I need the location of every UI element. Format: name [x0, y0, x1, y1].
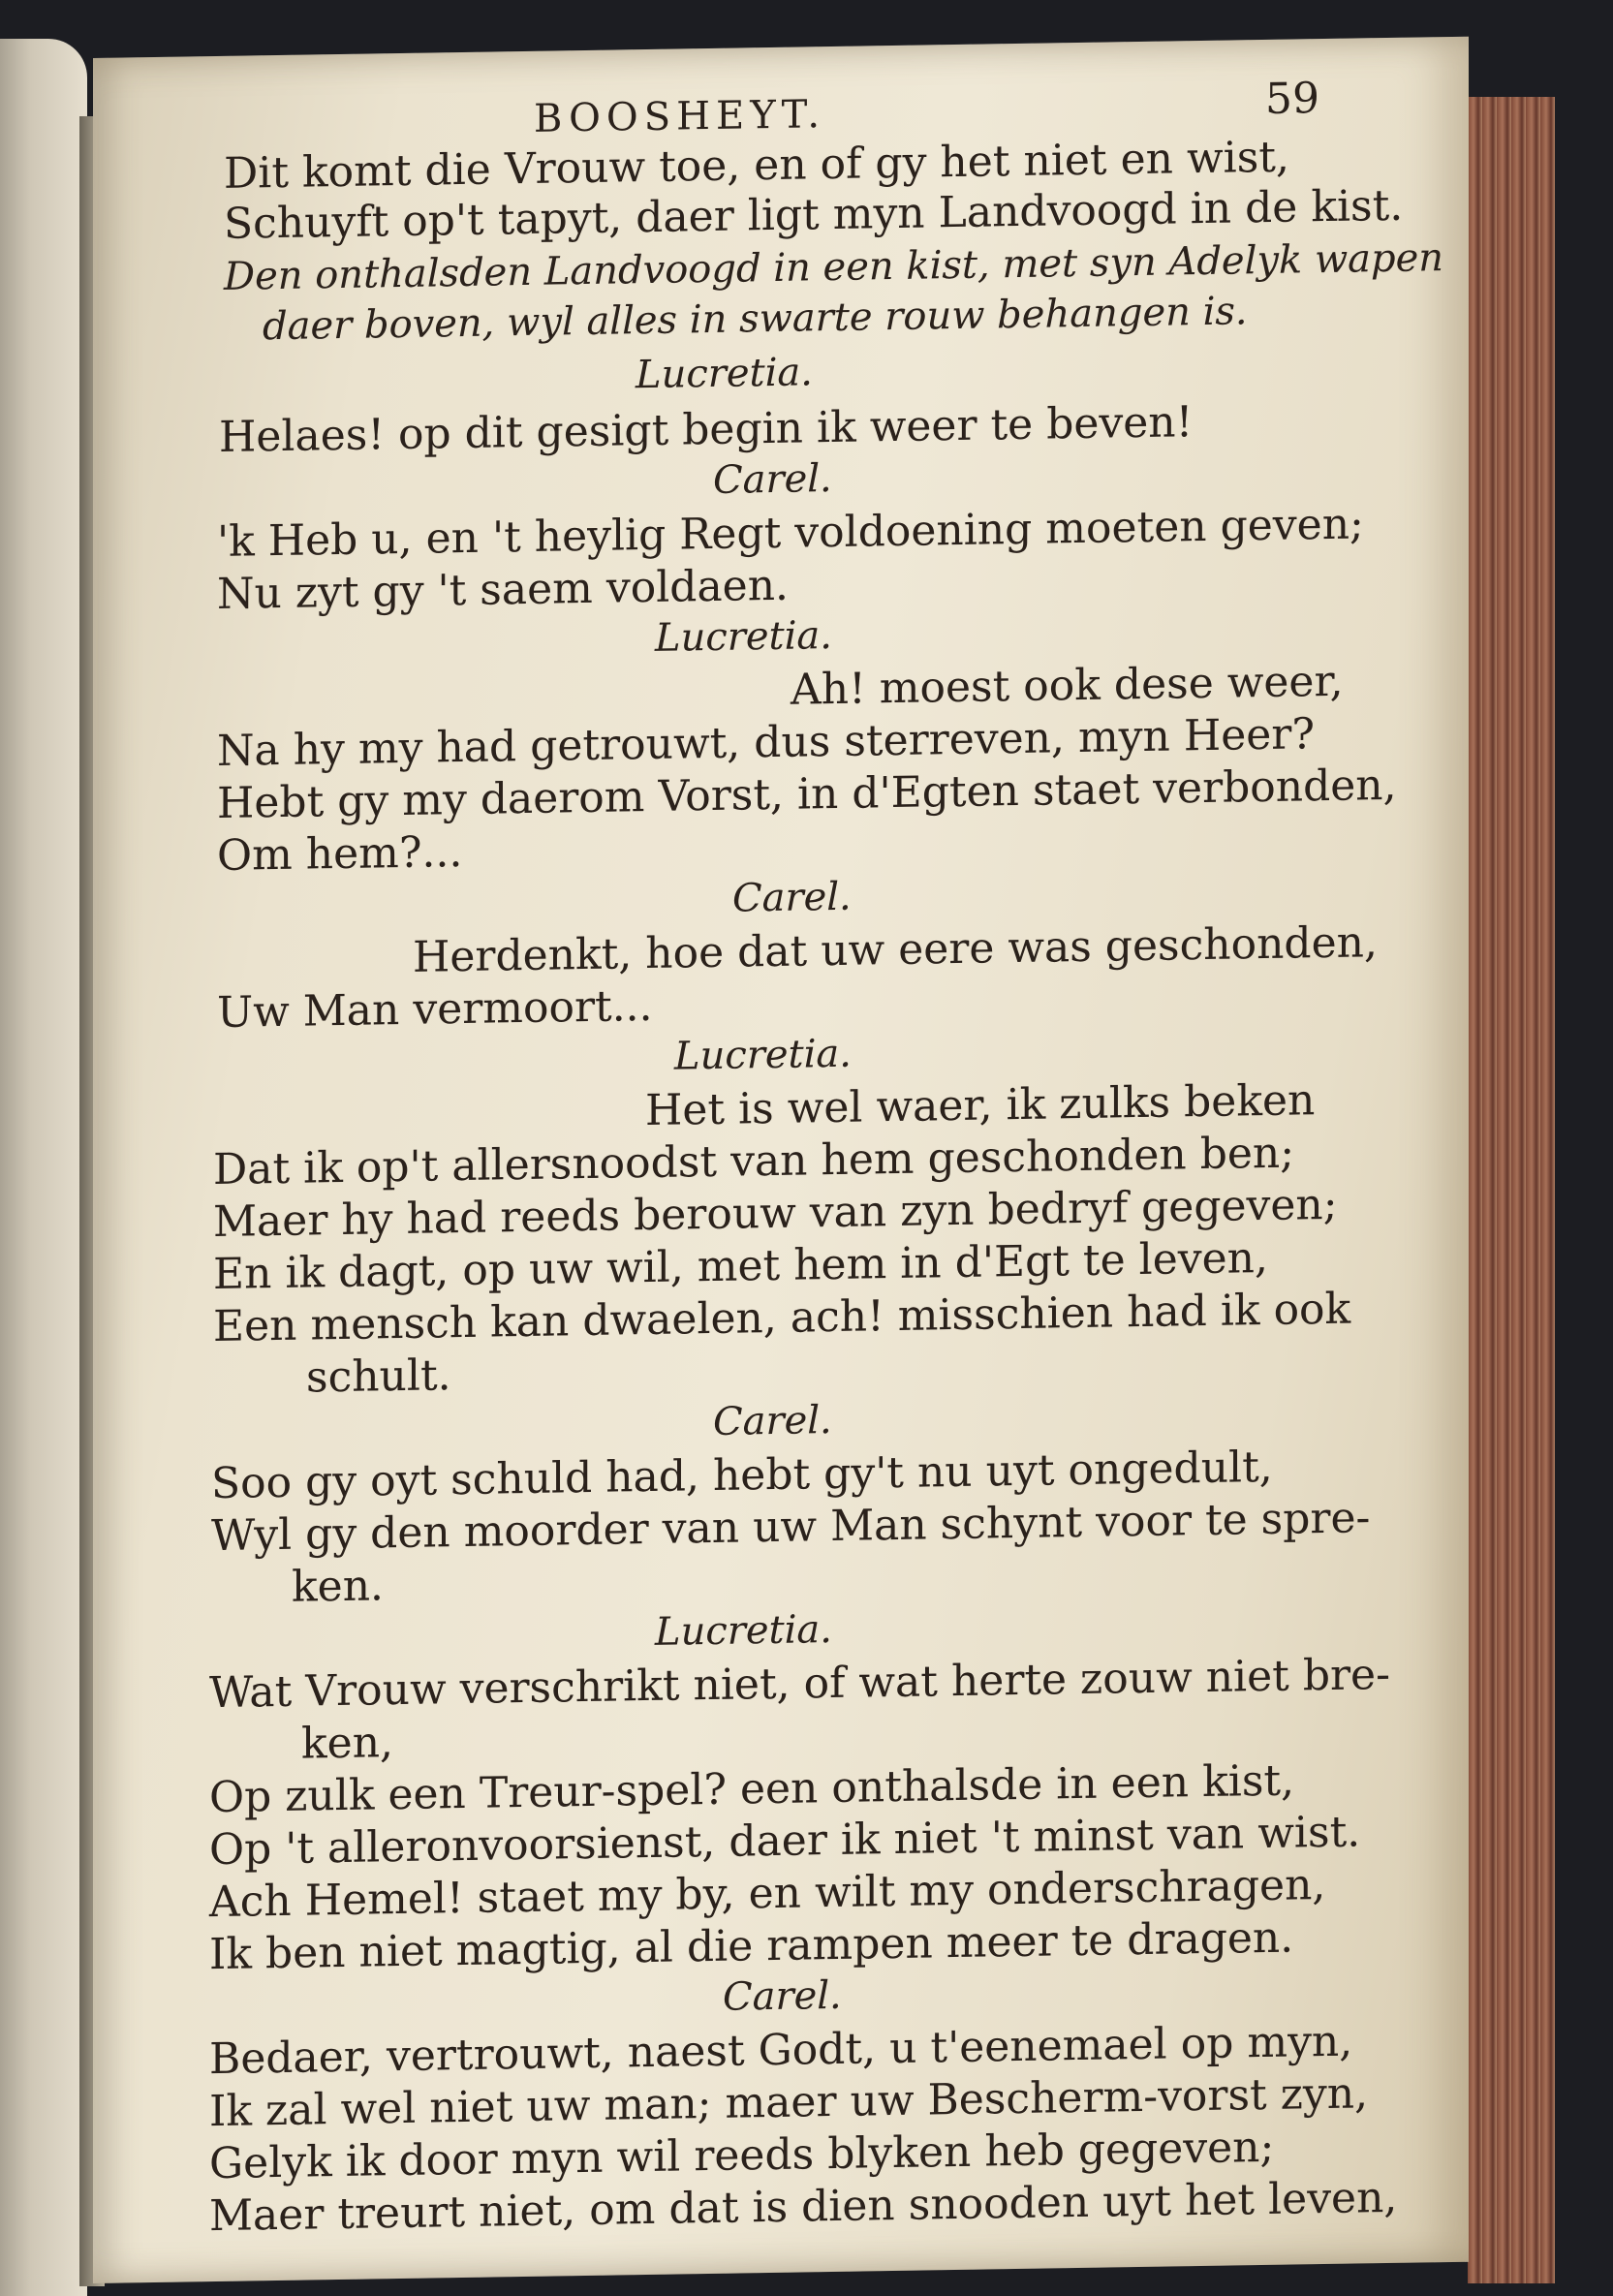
stage-direction: daer boven, wyl alles in swarte rouw behangen is. [263, 289, 1248, 350]
book-page [93, 37, 1469, 2283]
speaker-name: Lucretia. [655, 1607, 832, 1655]
verse-line: Gelyk ik door myn wil reeds blyken heb gegeven; [209, 2122, 1275, 2189]
verse-line: Op 't alleronvoorsienst, daer ik niet 't minst van wist. [209, 1807, 1361, 1876]
verse-line: En ik dagt, op uw wil, met hem in d'Egt te leven, [213, 1232, 1268, 1300]
running-title: BOOSHEYT. [534, 92, 826, 141]
verse-line: Uw Man vermoort... [217, 980, 653, 1038]
verse-line: Dit komt die Vrouw toe, en of gy het niet en wist, [224, 132, 1289, 199]
verse-line: Ah! moest ook dese weer, [791, 656, 1344, 715]
verse-line: Maer treurt niet, om dat is dien snooden uyt het leven, [209, 2172, 1398, 2242]
verse-line: Wyl gy den moorder van uw Man schynt voor te spre- [211, 1493, 1371, 1562]
speaker-name: Lucretia. [636, 350, 813, 398]
verse-line: Helaes! op dit gesigt begin ik weer te beven! [219, 397, 1194, 462]
verse-line: Ach Hemel! staet my by, en wilt my onderschragen, [209, 1860, 1326, 1928]
verse-line: Soo gy oyt schuld had, hebt gy't nu uyt ongedult, [211, 1442, 1273, 1509]
facing-page-edge [0, 39, 87, 2296]
verse-line: schult. [306, 1350, 451, 1403]
verse-line: Ik zal wel niet uw man; maer uw Bescherm-vorst zyn, [209, 2068, 1369, 2137]
verse-line: Ik ben niet magtig, al die rampen meer te dragen. [209, 1912, 1294, 1980]
verse-line: ken, [301, 1718, 394, 1769]
verse-line: Hebt gy my daerom Vorst, in d'Egten staet verbonden, [217, 760, 1397, 828]
speaker-name: Carel. [723, 1972, 842, 2020]
verse-line: Bedaer, vertrouwt, naest Godt, u t'eenemael op myn, [209, 2016, 1353, 2085]
verse-line: ken. [292, 1561, 385, 1612]
verse-line: Na hy my had getrouwt, dus sterreven, myn Heer? [217, 709, 1315, 776]
verse-line: Op zulk een Treur-spel? een onthalsde in een kist, [209, 1755, 1295, 1823]
speaker-name: Lucretia. [655, 613, 832, 661]
verse-line: Herdenkt, hoe dat uw eere was geschonden, [413, 917, 1378, 982]
speaker-name: Lucretia. [674, 1031, 852, 1079]
verse-line: Schuyft op't tapyt, daer ligt myn Landvoogd in de kist. [224, 180, 1404, 249]
speaker-name: Carel. [732, 874, 852, 921]
verse-line: Om hem?... [217, 827, 463, 881]
page-text [93, 37, 1469, 2283]
verse-line: 'k Heb u, en 't heylig Regt voldoening moeten geven; [217, 499, 1364, 567]
page-stack-edge [1468, 97, 1555, 2283]
stage-direction: Den onthalsden Landvoogd in een kist, met syn Adelyk wapen [224, 235, 1444, 299]
verse-line: Een mensch kan dwaelen, ach! misschien had ik ook [213, 1284, 1351, 1352]
verse-line: Wat Vrouw verschrikt niet, of wat herte zouw niet bre- [209, 1649, 1390, 1719]
verse-line: Dat ik op't allersnoodst van hem geschonden ben; [213, 1128, 1295, 1195]
speaker-name: Carel. [713, 456, 832, 503]
verse-line: Maer hy had reeds berouw van zyn bedryf gegeven; [213, 1179, 1338, 1248]
verse-line: Het is wel waer, ik zulks beken [645, 1075, 1316, 1136]
speaker-name: Carel. [713, 1398, 832, 1444]
page-number: 59 [1265, 74, 1319, 124]
verse-line: Nu zyt gy 't saem voldaen. [217, 560, 790, 619]
